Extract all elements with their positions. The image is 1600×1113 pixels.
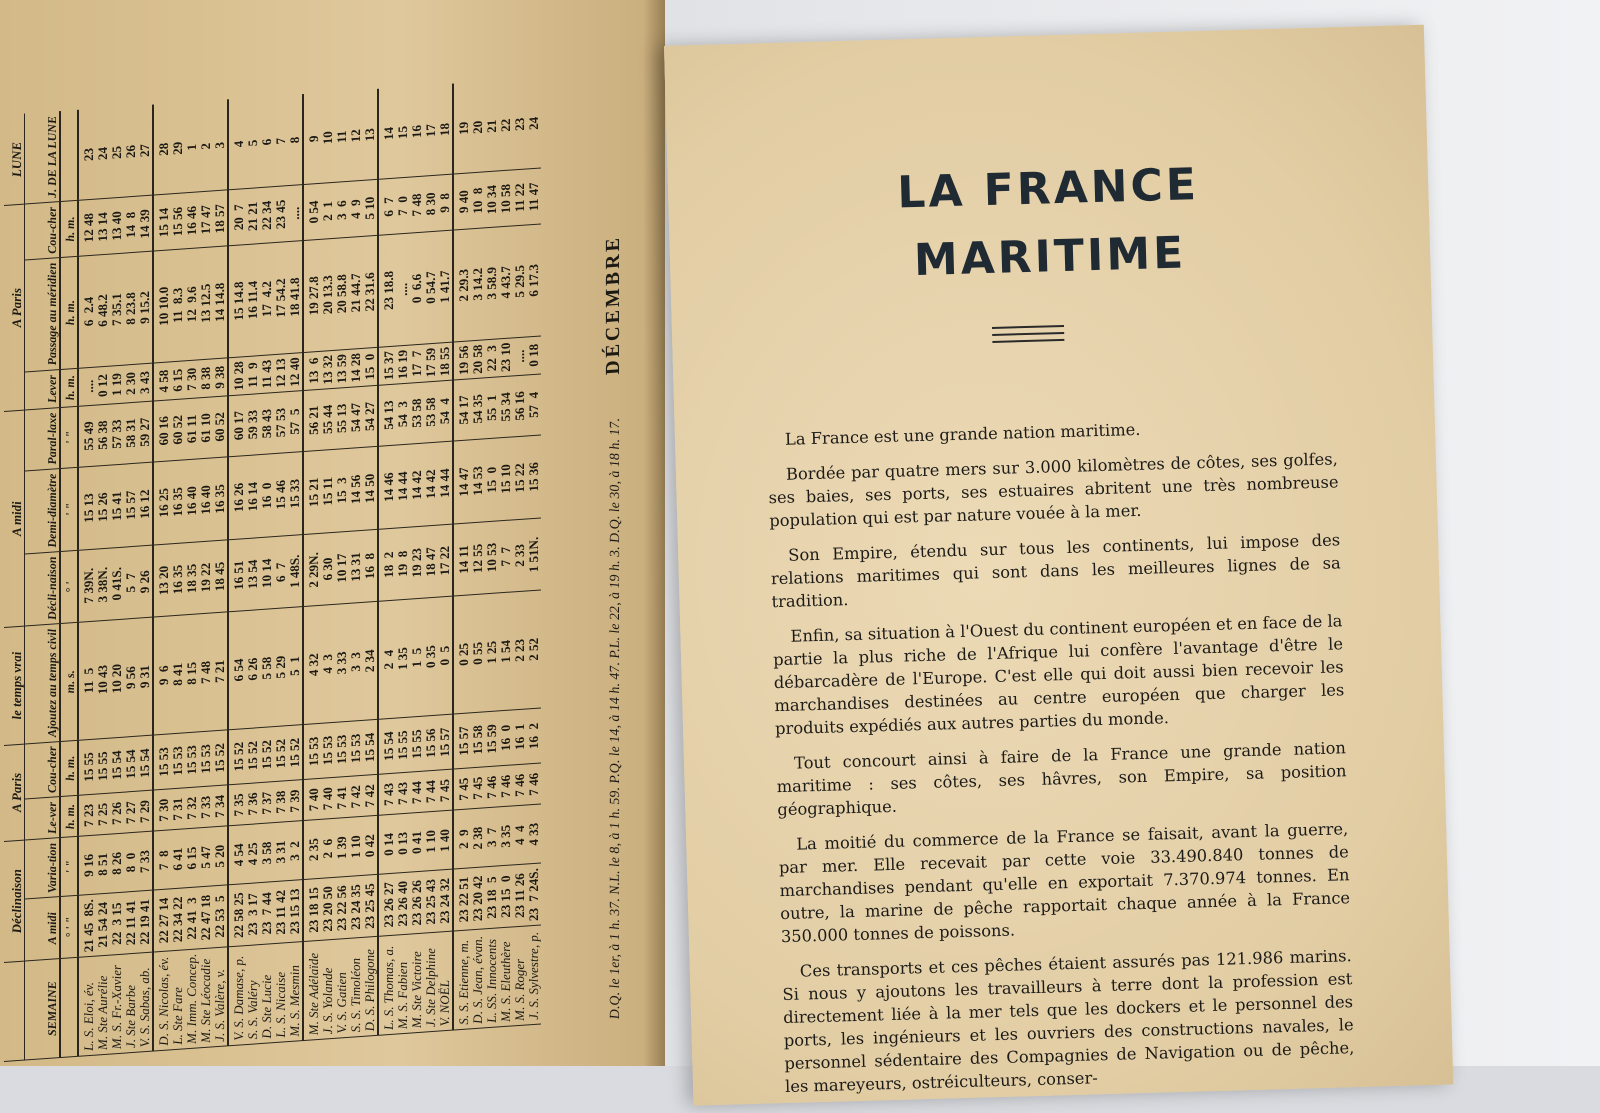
cell-transit: 23 18.8 .... 0 6.6 0 54.7 1 41.7 (378, 230, 453, 347)
paragraph-6: La moitié du commerce de la France se faisait, avant la guerre, par mer. Elle recevait par cette voie 33.490.840 tonnes de marchandises pendant qu'elle en exportait 7.370.974 tonnes. En outre, la marine de pêche rapportait chaque année à la France 350.000 tonnes de poissons. (778, 819, 1351, 947)
cell-age: 9 10 11 12 13 (303, 89, 378, 185)
almanac-body (78, 78, 541, 1056)
week-row (378, 84, 453, 1035)
article-body (767, 412, 1356, 1110)
cell-semi: 16 26 16 14 16 0 15 46 15 33 (228, 452, 303, 540)
cell-transit: 6 2.4 6 48.2 7 35.1 8 23.8 9 15.2 (78, 251, 153, 368)
cell-moon-rise: 19 56 20 58 22 3 23 10 .... 0 18 (453, 336, 541, 380)
cell-eq: 9 6 8 41 8 15 7 48 7 21 (153, 612, 228, 735)
cell-semi: 15 13 15 26 15 41 15 57 16 12 (78, 462, 153, 550)
cell-var: 0 14 0 13 0 41 1 10 1 40 (378, 810, 453, 874)
unit-label: h. m. (60, 201, 78, 258)
cell-moon-set: 6 7 7 0 7 48 8 30 9 8 (378, 175, 453, 236)
paragraph-7: Ces transports et ces pêches étaient assurés pas 121.986 marins. Si nous y ajoutons les travailleurs à terre dont la profession est directement liée à la mer tels que les dockers et le personnel des ports, les ingénieurs et les ouvriers des constructions navales, le personnel sédentaire des Compagnies de Navigation ou de pêche, les mareyeurs, ostréiculteurs, conser- (782, 946, 1355, 1097)
almanac-rotated-block (4, 0, 644, 1062)
cell-eq: 2 4 1 35 1 5 0 35 0 5 (378, 596, 453, 719)
cell-moon-rise: 4 58 6 15 7 30 8 38 9 38 (153, 358, 228, 401)
cell-parallax: 60 17 59 33 58 43 57 53 57 5 (228, 391, 303, 457)
week-row (78, 105, 153, 1056)
cell-moon-rise: 13 6 13 32 13 59 14 28 15 0 (303, 347, 378, 390)
col-group-week (4, 961, 25, 1061)
cell-age: 23 24 25 26 27 (78, 105, 153, 201)
cell-moon-decl: 2 29N. 6 30 10 17 13 31 16 8 (303, 529, 378, 607)
cell-parallax: 55 49 56 38 57 33 58 31 59 27 (78, 401, 153, 467)
cell-sun-rise: 7 45 7 45 7 46 7 46 7 46 7 46 (453, 763, 541, 810)
cell-moon-set: 0 54 2 1 3 6 4 9 5 10 (303, 180, 378, 241)
cell-sun-rise: 7 23 7 25 7 26 7 27 7 29 (78, 790, 153, 836)
month-title: DÉCEMBRE (602, 234, 624, 376)
cell-sun-set: 15 53 15 53 15 53 15 53 15 52 (153, 730, 228, 791)
paragraph-4: Enfin, sa situation à l'Ouest du continent européen et en face de la partie la plus riche de l'Afrique lui confère l'avantage d'être le débarcadère de l'Europe. C'est elle qui doit aussi bien recevoir les marchandises destinées au centre européen que charger les produits expédiés aux autres parties du monde. (772, 611, 1345, 739)
column-header: Le-ver (25, 797, 61, 840)
week-row (228, 94, 303, 1045)
cell-age: 4 5 6 7 8 (228, 94, 303, 190)
units-row (60, 110, 78, 1057)
cell-var: 2 35 2 6 1 39 1 10 0 42 (303, 816, 378, 880)
cell-decl: 22 58 25 23 3 17 23 7 44 23 11 42 23 15 13 (228, 880, 303, 947)
almanac-table (4, 78, 541, 1062)
cell-days: D. S. Nicolas, év. L. Ste Fare M. Imm. Concep. M. Ste Léocadie J. S. Valère, v. (153, 947, 228, 1051)
column-header: Cou-cher (25, 202, 61, 260)
cell-age: 28 29 1 2 3 (153, 100, 228, 196)
column-header-row (25, 111, 61, 1060)
column-header: Lever (25, 369, 61, 410)
cell-decl: 23 26 27 23 26 40 23 26 26 23 25 43 23 24 32 (378, 869, 453, 936)
cell-moon-decl: 16 51 13 54 10 14 6 7 1 48S. (228, 535, 303, 613)
cell-sun-set: 15 52 15 52 15 52 15 52 15 52 (228, 724, 303, 785)
cell-moon-set: 9 40 10 8 10 34 10 58 11 22 11 47 (453, 168, 541, 230)
paragraph-5: Tout concourt ainsi à faire de la France une grande nation maritime : ses côtes, ses hâvres, son Empire, sa position géographique. (776, 738, 1347, 820)
column-header: Varia-tion (25, 838, 61, 899)
cell-transit: 15 14.8 16 11.4 17 4.2 17 54.2 18 41.8 (228, 241, 303, 358)
column-header: Ajoutez au temps civil (25, 624, 61, 744)
article-title (667, 145, 1431, 302)
right-page-article (664, 25, 1453, 1106)
cell-moon-rise: 10 28 11 9 11 43 12 13 12 40 (228, 352, 303, 395)
cell-sun-set: 15 54 15 55 15 55 15 56 15 57 (378, 714, 453, 775)
cell-moon-decl: 14 11 12 55 10 53 7 7 2 33 1 51N. (453, 518, 541, 596)
week-row (453, 78, 541, 1030)
cell-decl: 23 18 15 23 20 50 23 22 56 23 24 35 23 25 45 (303, 875, 378, 942)
col-group-sun-paris: A Paris (4, 744, 25, 842)
cell-decl: 22 27 14 22 34 22 22 41 3 22 47 18 22 53 5 (153, 885, 228, 952)
cell-sun-rise: 7 43 7 43 7 44 7 44 7 45 (378, 769, 453, 815)
column-header: Passage au méridien (25, 258, 61, 372)
cell-var: 9 16 8 51 8 26 8 0 7 33 (78, 831, 153, 895)
unit-label (60, 110, 78, 202)
cell-days: L. S. Eloi, év. M. Ste Aurélie M. S. Fr.-Xavier J. Ste Barbe V. S. Sabas, ab. (78, 952, 153, 1056)
cell-semi: 15 21 15 11 15 3 14 56 14 50 (303, 446, 378, 534)
cell-semi: 14 47 14 53 15 0 15 10 15 22 15 36 (453, 435, 541, 524)
unit-label: h. m. (60, 368, 78, 408)
column-header: A midi (25, 897, 61, 961)
col-group-moon: LUNE (4, 114, 25, 206)
col-group-sun-noon: Déclinaison (4, 840, 25, 962)
cell-moon-rise: .... 0 12 1 19 2 30 3 43 (78, 363, 153, 406)
cell-age: 19 20 21 22 23 24 (453, 78, 541, 175)
cell-var: 7 8 6 41 6 15 5 47 5 20 (153, 826, 228, 890)
cell-semi: 14 46 14 44 14 42 14 42 14 44 (378, 441, 453, 529)
column-header: Décli-naison (25, 552, 61, 627)
cell-days: V. S. Damase, p. S. S. Valéry D. Ste Lucie L. S. Nicaise M. S. Mesmin (228, 942, 303, 1046)
cell-var: 2 9 2 38 3 7 3 35 4 4 4 33 (453, 804, 541, 869)
cell-semi: 16 25 16 35 16 40 16 40 16 35 (153, 457, 228, 545)
unit-label: h. m. (60, 256, 78, 369)
paragraph-3: Son Empire, étendu sur tous les continents, lui impose des relations maritimes qui sont dans les meilleures lignes de sa tradition. (770, 530, 1341, 612)
cell-transit: 19 27.8 20 13.3 20 58.8 21 44.7 22 31.6 (303, 235, 378, 352)
cell-days: S. S. Etienne, m. D. S. Jean, évan. L. SS. Innocents M. S. Eleuthère M. S. Roger J. S. Sylvestre, p. (453, 925, 541, 1030)
cell-moon-rise: 15 37 16 19 17 7 17 59 18 55 (378, 342, 453, 385)
cell-eq: 4 32 4 3 3 33 3 3 2 34 (303, 602, 378, 725)
cell-parallax: 60 16 60 52 61 11 61 10 60 52 (153, 396, 228, 462)
cell-moon-set: 15 14 15 56 16 46 17 47 18 57 (153, 190, 228, 251)
title-ornament-rule (992, 320, 1065, 348)
book-gutter-shadow (643, 0, 665, 1066)
cell-sun-rise: 7 30 7 31 7 32 7 33 7 34 (153, 785, 228, 831)
unit-label (60, 957, 78, 1057)
unit-label: m. s. (60, 623, 78, 742)
unit-label: h. m. (60, 740, 78, 797)
column-header: Demi-diamètre (25, 469, 61, 554)
moon-phases-line: D.Q. le 1er, à 1 h. 37. N.L. le 8, à 1 h. 59. P.Q. le 14, à 14 h. 47. P.L. le 22, à 19 h. 3. D.Q. le 30, à 18 h. 17. (608, 417, 623, 1020)
cell-transit: 2 29.3 3 14.2 3 58.9 4 43.7 5 29.5 6 17.3 (453, 224, 541, 342)
cell-age: 14 15 16 17 18 (378, 84, 453, 180)
unit-label: h. m. (60, 796, 78, 838)
cell-moon-decl: 18 2 19 8 19 23 18 47 17 22 (378, 524, 453, 602)
cell-decl: 23 22 51 23 20 42 23 18 5 23 15 0 23 11 26 23 7 24S. (453, 863, 541, 931)
cell-moon-decl: 13 20 16 35 18 35 19 22 18 45 (153, 540, 228, 618)
cell-eq: 6 54 6 26 5 58 5 29 5 1 (228, 607, 303, 730)
cell-sun-set: 15 55 15 55 15 54 15 54 15 54 (78, 735, 153, 796)
cell-days: L. S. Thomas, a. M. S. Fabien M. Ste Victoire J. Ste Delphine V. NOËL (378, 931, 453, 1035)
cell-parallax: 54 17 54 35 55 1 55 34 56 16 57 4 (453, 374, 541, 441)
unit-label: ' " (60, 467, 78, 551)
unit-label: ° ' " (60, 896, 78, 959)
title-line-1: LA FRANCE (896, 159, 1200, 219)
cell-moon-decl: 7 39N. 3 38N. 0 41S. 5 7 9 26 (78, 545, 153, 623)
unit-label: ' " (60, 837, 78, 897)
cell-eq: 0 25 0 55 1 25 1 54 2 23 2 52 (453, 590, 541, 713)
unit-label: ' " (60, 406, 78, 468)
column-header: Paral-laxe (25, 408, 61, 471)
unit-label: ° ' (60, 550, 78, 624)
cell-days: M. Ste Adélaïde J. S. Yolande V. S. Gatien S. S. Timoléon D. S. Philogone (303, 936, 378, 1040)
cell-moon-set: 12 48 13 14 13 40 14 8 14 39 (78, 196, 153, 257)
week-row (153, 100, 228, 1051)
cell-decl: 21 45 8S. 21 54 24 22 3 15 22 11 41 22 19 41 (78, 890, 153, 957)
cell-transit: 10 10.0 11 8.3 12 9.6 13 12.5 14 14.8 (153, 246, 228, 363)
almanac-header (602, 0, 642, 1020)
col-group-equation: le temps vrai (4, 626, 25, 745)
paragraph-2: Bordée par quatre mers sur 3.000 kilomètres de côtes, ses golfes, ses baies, ses ports, ses estuaires abritent une très nombreuse population qui est par nature vouée à la mer. (768, 449, 1339, 531)
column-header: SEMAINE (25, 959, 61, 1060)
cell-moon-set: 20 7 21 21 22 34 23 45 .... (228, 185, 303, 246)
cell-parallax: 54 13 54 3 53 58 53 58 54 4 (378, 380, 453, 446)
paragraph-1: La France est une grande nation maritime. (784, 419, 1141, 449)
cell-var: 4 54 4 25 3 58 3 31 3 2 (228, 821, 303, 885)
column-header: J. DE LA LUNE (25, 111, 61, 204)
week-row (303, 89, 378, 1040)
column-header: Cou-cher (25, 741, 61, 799)
cell-parallax: 56 21 55 44 55 13 54 47 54 27 (303, 385, 378, 451)
cell-eq: 11 5 10 43 10 20 9 56 9 31 (78, 617, 153, 740)
col-group-moon-noon: A midi (4, 410, 25, 628)
cell-sun-set: 15 57 15 58 15 59 16 0 16 1 16 2 (453, 708, 541, 770)
left-page-almanac (0, 0, 665, 1066)
cell-sun-set: 15 53 15 53 15 53 15 53 15 54 (303, 719, 378, 780)
title-line-2: MARITIME (913, 227, 1187, 287)
cell-sun-rise: 7 35 7 36 7 37 7 38 7 39 (228, 780, 303, 826)
cell-sun-rise: 7 40 7 40 7 41 7 42 7 42 (303, 775, 378, 821)
col-group-moon-paris: A Paris (4, 204, 25, 411)
